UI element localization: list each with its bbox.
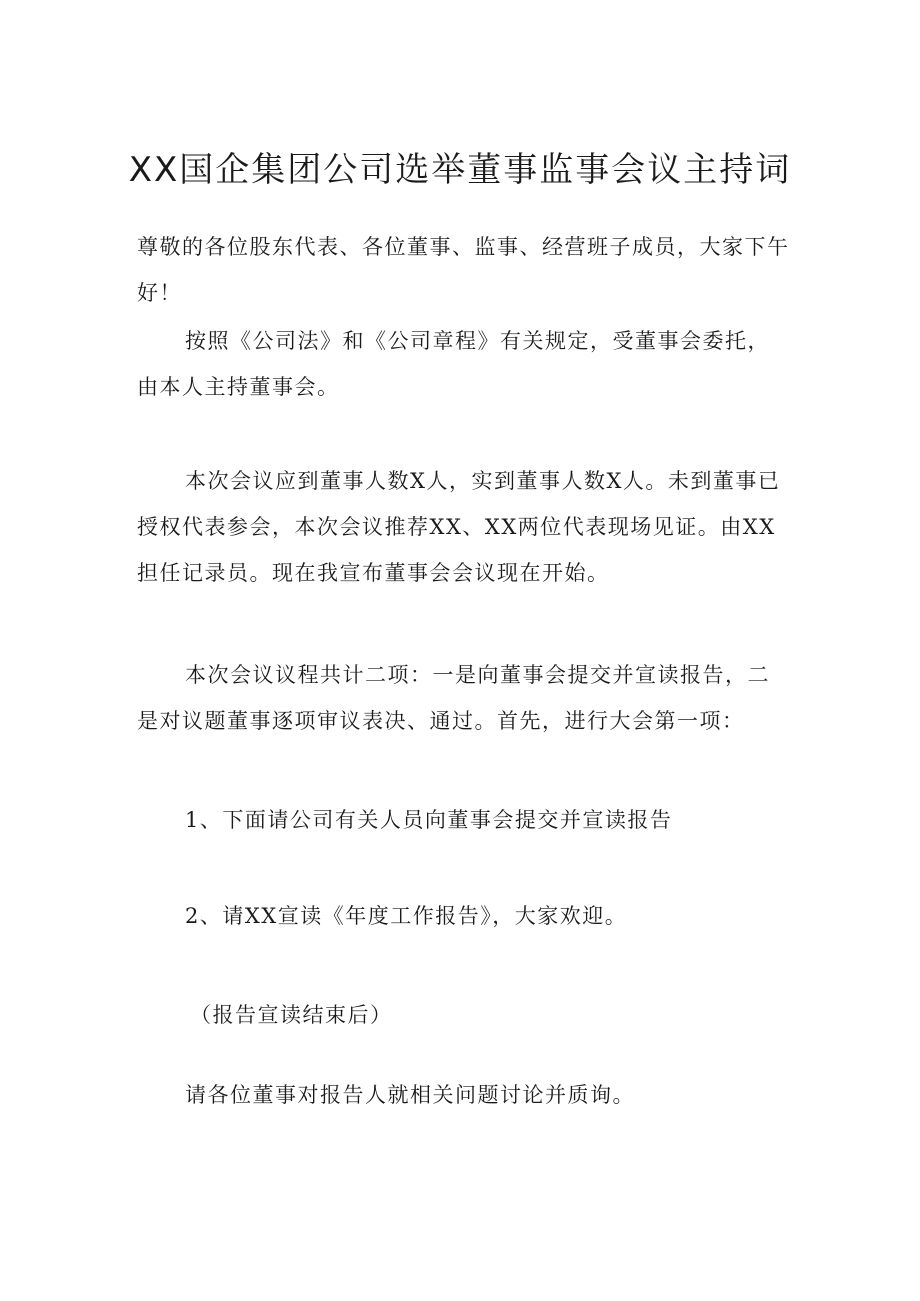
paragraph-authority: 按照《公司法》和《公司章程》有关规定，受董事会委托，由本人主持董事会。 bbox=[137, 329, 770, 399]
stage-note: （报告宣读结束后） bbox=[190, 1003, 393, 1027]
document-title: XX国企集团公司选举董事监事会议主持词 bbox=[128, 150, 792, 190]
paragraph-agenda: 本次会议议程共计二项：一是向董事会提交并宣读报告，二是对议题董事逐项审议表决、通过。首先，进行大会第一项： bbox=[137, 663, 770, 733]
agenda-item-2: 2、请XX宣读《年度工作报告》，大家欢迎。 bbox=[185, 904, 628, 928]
greeting-paragraph: 尊敬的各位股东代表、各位董事、监事、经营班子成员，大家下午好！ bbox=[137, 235, 790, 305]
closing-paragraph: 请各位董事对报告人就相关问题讨论并质询。 bbox=[185, 1083, 635, 1107]
agenda-item-1: 1、下面请公司有关人员向董事会提交并宣读报告 bbox=[185, 808, 673, 832]
paragraph-attendance: 本次会议应到董事人数X人，实到董事人数X人。未到董事已授权代表参会，本次会议推荐XX、XX两位代表现场见证。由XX担任记录员。现在我宣布董事会会议现在开始。 bbox=[137, 469, 781, 585]
